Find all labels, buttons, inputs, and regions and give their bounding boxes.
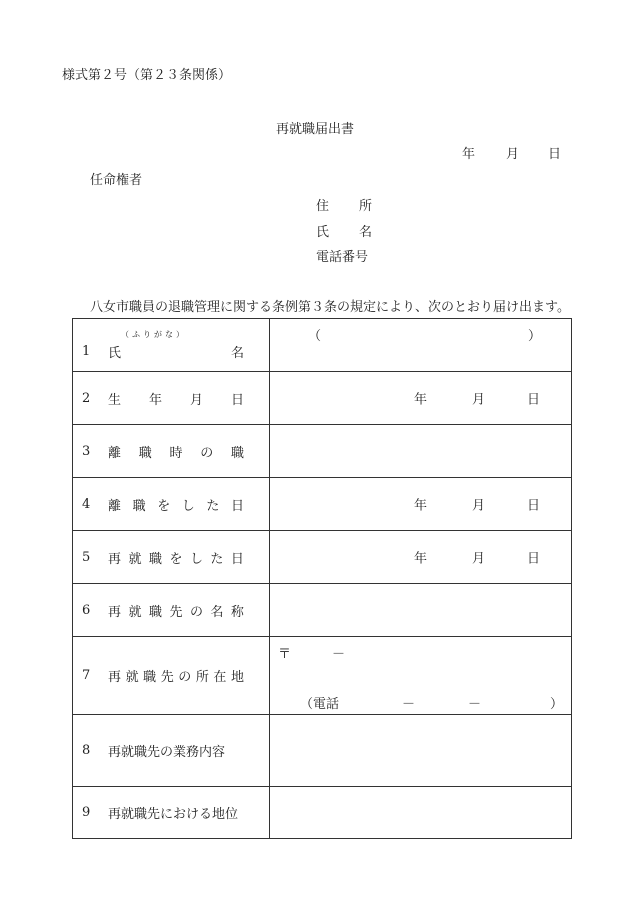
row-number: 8: [82, 743, 91, 758]
row-number: 1: [82, 343, 91, 359]
row-label-text: 再 就 職 を し た 日: [108, 551, 244, 567]
row-label: [73, 531, 270, 584]
month-marker: 月: [472, 392, 486, 408]
birthdate-value-cell[interactable]: [270, 372, 572, 425]
row-number: 5: [82, 549, 91, 565]
month-marker: 月: [472, 498, 486, 514]
day-marker: 日: [527, 551, 541, 567]
name-label: [316, 221, 372, 240]
address-label-text: [316, 195, 372, 214]
table-row: [73, 478, 572, 531]
row-label: [73, 584, 270, 637]
row-number: 2: [82, 390, 91, 406]
employer-phone-dash-1: －: [402, 697, 416, 712]
employer-phone-prefix: （電話: [300, 697, 340, 712]
year-marker: 年: [414, 551, 428, 567]
employer-name-value-cell[interactable]: [270, 584, 572, 637]
day-marker: 日: [527, 392, 541, 408]
row-number: 7: [82, 668, 91, 683]
row-number: 3: [82, 443, 91, 459]
row-number: 4: [82, 496, 91, 512]
title-at-employer-value-cell[interactable]: [270, 787, 572, 839]
address-label-chars: 住 所: [316, 199, 372, 214]
table-row: [73, 425, 572, 478]
row-label-text: 再就職先の業務内容: [108, 745, 226, 760]
furigana-close-paren: ）: [528, 329, 542, 344]
appointer-label: 任命権者: [90, 173, 143, 188]
notification-table: [72, 318, 572, 839]
table-row: [73, 531, 572, 584]
table-row: [73, 637, 572, 715]
postal-mark: 〒: [278, 647, 292, 662]
row-label-text: 再 就 職 先 の 名 称: [108, 604, 244, 620]
postal-dash: －: [332, 647, 346, 662]
row-label: [73, 372, 270, 425]
table-row: [73, 715, 572, 787]
phone-label: 電話番号: [316, 250, 369, 265]
date-year: 年: [462, 147, 476, 162]
employer-phone-close: ）: [550, 697, 564, 712]
row-label: [73, 637, 270, 715]
business-content-value-cell[interactable]: [270, 715, 572, 787]
date-day: 日: [548, 147, 562, 162]
form-number: 様式第２号（第２３条関係）: [62, 68, 232, 83]
furigana-label: （ふりがな）: [121, 330, 187, 339]
employer-address-value-cell[interactable]: [270, 637, 572, 715]
table-row: [73, 319, 572, 372]
year-marker: 年: [414, 498, 428, 514]
row-label-text: 離 職 時 の 職: [108, 445, 244, 461]
name-label-chars: 氏 名: [316, 225, 372, 240]
submission-date: [462, 143, 561, 162]
table-row: [73, 787, 572, 839]
row-label: [73, 715, 270, 787]
name-value-cell[interactable]: [270, 319, 572, 372]
row-label-text: 氏 名: [108, 345, 244, 361]
row-label-text: 離 職 を し た 日: [108, 498, 244, 514]
row-label: [73, 478, 270, 531]
table-row: [73, 584, 572, 637]
table-row: [73, 372, 572, 425]
row-number: 6: [82, 602, 91, 618]
position-value-cell[interactable]: [270, 425, 572, 478]
document-title: 再就職届出書: [275, 122, 354, 137]
furigana-open-paren: （: [308, 329, 322, 344]
row-label-text: 生 年 月 日: [108, 392, 244, 408]
date-month: 月: [506, 147, 520, 162]
employer-phone-dash-2: －: [468, 697, 482, 712]
row-number: 9: [82, 805, 91, 820]
address-label: [316, 195, 372, 214]
row-label-text: 再 就 職 先 の 所 在 地: [108, 670, 244, 685]
day-marker: 日: [527, 498, 541, 514]
intro-statement: 八女市職員の退職管理に関する条例第３条の規定により、次のとおり届け出ます。: [90, 300, 570, 315]
retirement-date-value-cell[interactable]: [270, 478, 572, 531]
row-label: [73, 787, 270, 839]
month-marker: 月: [472, 551, 486, 567]
row-label: [73, 425, 270, 478]
row-label-text: 再就職先における地位: [108, 807, 239, 822]
reemployment-date-value-cell[interactable]: [270, 531, 572, 584]
row-label: [73, 319, 270, 372]
year-marker: 年: [414, 392, 428, 408]
